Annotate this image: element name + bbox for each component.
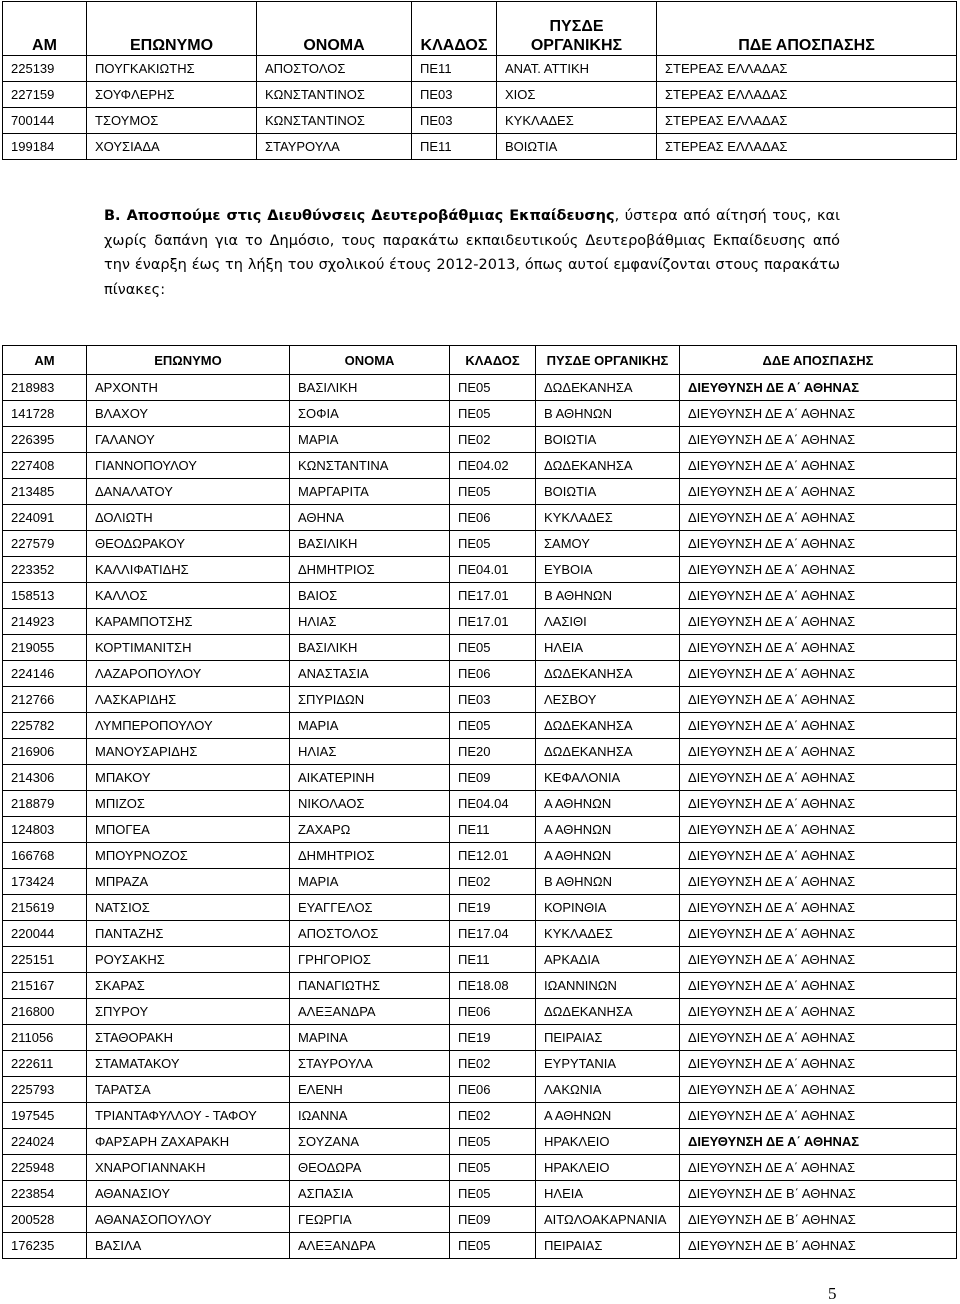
table-row (3, 1051, 957, 1077)
cell-surname: ΒΛΑΧΟΥ (87, 401, 290, 427)
cell-name: ΘΕΟΔΩΡΑ (290, 1155, 450, 1181)
cell-organic: ΚΥΚΛΑΔΕΣ (536, 921, 680, 947)
col-header-am: ΑΜ (3, 2, 87, 56)
cell-branch: ΠΕ12.01 (450, 843, 536, 869)
table-row (3, 1233, 957, 1259)
cell-branch: ΠΕ02 (450, 427, 536, 453)
cell-branch: ΠΕ04.02 (450, 453, 536, 479)
cell-branch: ΠΕ04.01 (450, 557, 536, 583)
cell-secondment: ΔΙΕΥΘΥΝΣΗ ΔΕ Α΄ ΑΘΗΝΑΣ (680, 661, 957, 687)
cell-name: ΑΝΑΣΤΑΣΙΑ (290, 661, 450, 687)
cell-name: ΝΙΚΟΛΑΟΣ (290, 791, 450, 817)
cell-am: 700144 (3, 108, 87, 134)
cell-branch: ΠΕ03 (450, 687, 536, 713)
cell-secondment: ΔΙΕΥΘΥΝΣΗ ΔΕ Α΄ ΑΘΗΝΑΣ (680, 791, 957, 817)
cell-organic: ΔΩΔΕΚΑΝΗΣΑ (536, 739, 680, 765)
cell-surname: ΧΝΑΡΟΓΙΑΝΝΑΚΗ (87, 1155, 290, 1181)
cell-secondment: ΣΤΕΡΕΑΣ ΕΛΛΑΔΑΣ (657, 82, 957, 108)
cell-branch: ΠΕ11 (450, 817, 536, 843)
cell-am: 214306 (3, 765, 87, 791)
cell-surname: ΠΟΥΓΚΑΚΙΩΤΗΣ (87, 56, 257, 82)
table-row (3, 1103, 957, 1129)
table-row (3, 453, 957, 479)
cell-branch: ΠΕ02 (450, 1051, 536, 1077)
cell-secondment: ΔΙΕΥΘΥΝΣΗ ΔΕ Α΄ ΑΘΗΝΑΣ (680, 765, 957, 791)
cell-organic: Β ΑΘΗΝΩΝ (536, 583, 680, 609)
cell-organic: ΣΑΜΟΥ (536, 531, 680, 557)
cell-surname: ΜΑΝΟΥΣΑΡΙΔΗΣ (87, 739, 290, 765)
cell-secondment: ΔΙΕΥΘΥΝΣΗ ΔΕ Α΄ ΑΘΗΝΑΣ (680, 921, 957, 947)
cell-surname: ΜΠΟΥΡΝΟΖΟΣ (87, 843, 290, 869)
cell-surname: ΛΑΣΚΑΡΙΔΗΣ (87, 687, 290, 713)
cell-organic: ΛΕΣΒΟΥ (536, 687, 680, 713)
cell-am: 219055 (3, 635, 87, 661)
cell-organic: ΔΩΔΕΚΑΝΗΣΑ (536, 661, 680, 687)
cell-surname: ΛΥΜΠΕΡΟΠΟΥΛΟΥ (87, 713, 290, 739)
cell-secondment: ΣΤΕΡΕΑΣ ΕΛΛΑΔΑΣ (657, 56, 957, 82)
cell-organic: Α ΑΘΗΝΩΝ (536, 791, 680, 817)
cell-secondment: ΔΙΕΥΘΥΝΣΗ ΔΕ Α΄ ΑΘΗΝΑΣ (680, 531, 957, 557)
cell-am: 225151 (3, 947, 87, 973)
col-header-name: ΟΝΟΜΑ (257, 2, 412, 56)
cell-name: ΑΣΠΑΣΙΑ (290, 1181, 450, 1207)
cell-branch: ΠΕ05 (450, 479, 536, 505)
table-row (3, 869, 957, 895)
cell-organic: ΒΟΙΩΤΙΑ (536, 427, 680, 453)
table-row (3, 713, 957, 739)
cell-am: 214923 (3, 609, 87, 635)
cell-name: ΖΑΧΑΡΩ (290, 817, 450, 843)
table-row (3, 791, 957, 817)
cell-am: 220044 (3, 921, 87, 947)
cell-branch: ΠΕ05 (450, 401, 536, 427)
cell-organic: ΚΕΦΑΛΟΝΙΑ (536, 765, 680, 791)
cell-organic: ΛΑΚΩΝΙΑ (536, 1077, 680, 1103)
cell-surname: ΜΠΙΖΟΣ (87, 791, 290, 817)
cell-name: ΣΤΑΥΡΟΥΛΑ (257, 134, 412, 160)
cell-name: ΣΟΥΖΑΝΑ (290, 1129, 450, 1155)
body-paragraph (104, 204, 840, 302)
cell-surname: ΓΙΑΝΝΟΠΟΥΛΟΥ (87, 453, 290, 479)
cell-am: 224146 (3, 661, 87, 687)
cell-branch: ΠΕ09 (450, 1207, 536, 1233)
cell-branch: ΠΕ04.04 (450, 791, 536, 817)
cell-am: 224091 (3, 505, 87, 531)
cell-name: ΒΑΣΙΛΙΚΗ (290, 375, 450, 401)
cell-name: ΕΥΑΓΓΕΛΟΣ (290, 895, 450, 921)
cell-surname: ΚΑΛΛΙΦΑΤΙΔΗΣ (87, 557, 290, 583)
cell-secondment: ΔΙΕΥΘΥΝΣΗ ΔΕ Β΄ ΑΘΗΝΑΣ (680, 1233, 957, 1259)
cell-branch: ΠΕ03 (412, 82, 497, 108)
cell-name: ΜΑΡΓΑΡΙΤΑ (290, 479, 450, 505)
cell-branch: ΠΕ05 (450, 531, 536, 557)
cell-organic: ΔΩΔΕΚΑΝΗΣΑ (536, 713, 680, 739)
cell-am: 225782 (3, 713, 87, 739)
cell-surname: ΜΠΟΓΕΑ (87, 817, 290, 843)
cell-secondment: ΔΙΕΥΘΥΝΣΗ ΔΕ Α΄ ΑΘΗΝΑΣ (680, 375, 957, 401)
table-row (3, 505, 957, 531)
cell-organic: ΗΛΕΙΑ (536, 1181, 680, 1207)
cell-secondment: ΔΙΕΥΘΥΝΣΗ ΔΕ Α΄ ΑΘΗΝΑΣ (680, 687, 957, 713)
col-header-secondment: ΔΔΕ ΑΠΟΣΠΑΣΗΣ (680, 346, 957, 375)
cell-name: ΠΑΝΑΓΙΩΤΗΣ (290, 973, 450, 999)
cell-am: 216800 (3, 999, 87, 1025)
paragraph-lead: Β. Αποσπούμε στις Διευθύνσεις Δευτεροβάθμιας Εκπαίδευσης (104, 208, 615, 224)
cell-surname: ΠΑΝΤΑΖΗΣ (87, 921, 290, 947)
cell-surname: ΤΑΡΑΤΣΑ (87, 1077, 290, 1103)
cell-organic: ΕΥΒΟΙΑ (536, 557, 680, 583)
cell-branch: ΠΕ17.01 (450, 583, 536, 609)
cell-surname: ΣΚΑΡΑΣ (87, 973, 290, 999)
cell-branch: ΠΕ05 (450, 1155, 536, 1181)
table-row (3, 895, 957, 921)
cell-name: ΑΙΚΑΤΕΡΙΝΗ (290, 765, 450, 791)
cell-organic: Α ΑΘΗΝΩΝ (536, 1103, 680, 1129)
cell-organic: ΑΙΤΩΛΟΑΚΑΡΝΑΝΙΑ (536, 1207, 680, 1233)
cell-organic: ΚΥΚΛΑΔΕΣ (497, 108, 657, 134)
cell-branch: ΠΕ11 (450, 947, 536, 973)
cell-secondment: ΔΙΕΥΘΥΝΣΗ ΔΕ Α΄ ΑΘΗΝΑΣ (680, 1077, 957, 1103)
cell-name: ΕΛΕΝΗ (290, 1077, 450, 1103)
cell-surname: ΣΠΥΡΟΥ (87, 999, 290, 1025)
table-row (3, 817, 957, 843)
cell-am: 227579 (3, 531, 87, 557)
cell-name: ΜΑΡΙΑ (290, 713, 450, 739)
table-row (3, 635, 957, 661)
cell-surname: ΝΑΤΣΙΟΣ (87, 895, 290, 921)
cell-am: 227408 (3, 453, 87, 479)
cell-surname: ΡΟΥΣΑΚΗΣ (87, 947, 290, 973)
cell-name: ΒΑΣΙΛΙΚΗ (290, 531, 450, 557)
cell-name: ΓΡΗΓΟΡΙΟΣ (290, 947, 450, 973)
cell-branch: ΠΕ05 (450, 1181, 536, 1207)
table-row (3, 921, 957, 947)
cell-branch: ΠΕ18.08 (450, 973, 536, 999)
col-header-am: ΑΜ (3, 346, 87, 375)
cell-secondment: ΔΙΕΥΘΥΝΣΗ ΔΕ Α΄ ΑΘΗΝΑΣ (680, 1051, 957, 1077)
cell-organic: ΔΩΔΕΚΑΝΗΣΑ (536, 453, 680, 479)
table-body (3, 375, 957, 1259)
cell-am: 200528 (3, 1207, 87, 1233)
cell-surname: ΣΤΑΘΟΡΑΚΗ (87, 1025, 290, 1051)
cell-organic: ΛΑΣΙΘΙ (536, 609, 680, 635)
cell-secondment: ΔΙΕΥΘΥΝΣΗ ΔΕ Α΄ ΑΘΗΝΑΣ (680, 557, 957, 583)
col-header-branch: ΚΛΑΔΟΣ (412, 2, 497, 56)
cell-name: ΣΠΥΡΙΔΩΝ (290, 687, 450, 713)
cell-name: ΔΗΜΗΤΡΙΟΣ (290, 557, 450, 583)
cell-surname: ΔΑΝΑΛΑΤΟΥ (87, 479, 290, 505)
cell-secondment: ΣΤΕΡΕΑΣ ΕΛΛΑΔΑΣ (657, 108, 957, 134)
table-row (3, 609, 957, 635)
cell-secondment: ΔΙΕΥΘΥΝΣΗ ΔΕ Β΄ ΑΘΗΝΑΣ (680, 1207, 957, 1233)
cell-name: ΗΛΙΑΣ (290, 739, 450, 765)
cell-secondment: ΔΙΕΥΘΥΝΣΗ ΔΕ Α΄ ΑΘΗΝΑΣ (680, 895, 957, 921)
cell-surname: ΦΑΡΣΑΡΗ ΖΑΧΑΡΑΚΗ (87, 1129, 290, 1155)
cell-branch: ΠΕ06 (450, 999, 536, 1025)
cell-am: 166768 (3, 843, 87, 869)
table-row (3, 82, 957, 108)
cell-name: ΑΛΕΞΑΝΔΡΑ (290, 999, 450, 1025)
cell-name: ΚΩΝΣΤΑΝΤΙΝΟΣ (257, 108, 412, 134)
cell-name: ΣΟΦΙΑ (290, 401, 450, 427)
table-row (3, 973, 957, 999)
cell-am: 124803 (3, 817, 87, 843)
table-row (3, 999, 957, 1025)
table-row (3, 1207, 957, 1233)
cell-surname: ΤΣΟΥΜΟΣ (87, 108, 257, 134)
table-body (3, 56, 957, 160)
cell-am: 199184 (3, 134, 87, 160)
cell-secondment: ΔΙΕΥΘΥΝΣΗ ΔΕ Α΄ ΑΘΗΝΑΣ (680, 453, 957, 479)
table-row (3, 375, 957, 401)
col-header-surname: ΕΠΩΝΥΜΟ (87, 2, 257, 56)
table-row (3, 1181, 957, 1207)
cell-organic: ΔΩΔΕΚΑΝΗΣΑ (536, 375, 680, 401)
cell-branch: ΠΕ03 (412, 108, 497, 134)
cell-am: 218983 (3, 375, 87, 401)
cell-am: 223854 (3, 1181, 87, 1207)
cell-secondment: ΔΙΕΥΘΥΝΣΗ ΔΕ Α΄ ΑΘΗΝΑΣ (680, 401, 957, 427)
cell-organic: ΗΛΕΙΑ (536, 635, 680, 661)
table-row (3, 843, 957, 869)
cell-surname: ΓΑΛΑΝΟΥ (87, 427, 290, 453)
cell-branch: ΠΕ19 (450, 895, 536, 921)
cell-surname: ΔΟΛΙΩΤΗ (87, 505, 290, 531)
cell-name: ΑΠΟΣΤΟΛΟΣ (257, 56, 412, 82)
cell-surname: ΚΑΛΛΟΣ (87, 583, 290, 609)
cell-am: 141728 (3, 401, 87, 427)
cell-am: 222611 (3, 1051, 87, 1077)
cell-secondment: ΔΙΕΥΘΥΝΣΗ ΔΕ Α΄ ΑΘΗΝΑΣ (680, 999, 957, 1025)
cell-name: ΗΛΙΑΣ (290, 609, 450, 635)
cell-name: ΜΑΡΙΑ (290, 427, 450, 453)
table-row (3, 134, 957, 160)
table-row (3, 687, 957, 713)
col-header-organic-line2: ΟΡΓΑΝΙΚΗΣ (530, 37, 623, 54)
cell-secondment: ΔΙΕΥΘΥΝΣΗ ΔΕ Α΄ ΑΘΗΝΑΣ (680, 505, 957, 531)
cell-secondment: ΔΙΕΥΘΥΝΣΗ ΔΕ Α΄ ΑΘΗΝΑΣ (680, 583, 957, 609)
cell-name: ΑΛΕΞΑΝΔΡΑ (290, 1233, 450, 1259)
cell-organic: ΠΕΙΡΑΙΑΣ (536, 1233, 680, 1259)
cell-organic: ΗΡΑΚΛΕΙΟ (536, 1129, 680, 1155)
cell-branch: ΠΕ05 (450, 713, 536, 739)
page-number: 5 (828, 1284, 837, 1303)
cell-name: ΚΩΝΣΤΑΝΤΙΝΟΣ (257, 82, 412, 108)
cell-organic: Α ΑΘΗΝΩΝ (536, 843, 680, 869)
cell-name: ΒΑΙΟΣ (290, 583, 450, 609)
cell-organic: ΧΙΟΣ (497, 82, 657, 108)
cell-branch: ΠΕ05 (450, 635, 536, 661)
cell-am: 215167 (3, 973, 87, 999)
cell-secondment: ΔΙΕΥΘΥΝΣΗ ΔΕ Α΄ ΑΘΗΝΑΣ (680, 947, 957, 973)
cell-secondment: ΔΙΕΥΘΥΝΣΗ ΔΕ Α΄ ΑΘΗΝΑΣ (680, 1129, 957, 1155)
table-header-row (3, 2, 957, 56)
cell-branch: ΠΕ02 (450, 869, 536, 895)
cell-surname: ΑΘΑΝΑΣΟΠΟΥΛΟΥ (87, 1207, 290, 1233)
cell-branch: ΠΕ09 (450, 765, 536, 791)
table-row (3, 661, 957, 687)
cell-surname: ΘΕΟΔΩΡΑΚΟΥ (87, 531, 290, 557)
table-athens-secondments (2, 345, 957, 1259)
cell-am: 227159 (3, 82, 87, 108)
cell-organic: ΠΕΙΡΑΙΑΣ (536, 1025, 680, 1051)
cell-secondment: ΔΙΕΥΘΥΝΣΗ ΔΕ Α΄ ΑΘΗΝΑΣ (680, 817, 957, 843)
cell-surname: ΣΟΥΦΛΕΡΗΣ (87, 82, 257, 108)
cell-organic: ΙΩΑΝΝΙΝΩΝ (536, 973, 680, 999)
paragraph-rest: , ύστερα από αίτησή τους, και χωρίς δαπάνη για το Δημόσιο, τους παρακάτω εκπαιδευτικούς Δευτεροβάθμιας Εκπαίδευσης από την έναρξη έως τη λήξη του σχολικού έτους 2012-2013, όπως αυτοί εμφανίζονται στους παρακάτω πίνακες: (104, 208, 840, 298)
table-row (3, 1025, 957, 1051)
table-row (3, 1155, 957, 1181)
table-row (3, 739, 957, 765)
cell-organic: ΔΩΔΕΚΑΝΗΣΑ (536, 999, 680, 1025)
cell-organic: ΚΥΚΛΑΔΕΣ (536, 505, 680, 531)
cell-surname: ΧΟΥΣΙΑΔΑ (87, 134, 257, 160)
cell-am: 197545 (3, 1103, 87, 1129)
cell-secondment: ΔΙΕΥΘΥΝΣΗ ΔΕ Α΄ ΑΘΗΝΑΣ (680, 1155, 957, 1181)
cell-secondment: ΔΙΕΥΘΥΝΣΗ ΔΕ Α΄ ΑΘΗΝΑΣ (680, 479, 957, 505)
table-header-row (3, 346, 957, 375)
cell-branch: ΠΕ11 (412, 134, 497, 160)
cell-name: ΔΗΜΗΤΡΙΟΣ (290, 843, 450, 869)
cell-branch: ΠΕ06 (450, 1077, 536, 1103)
cell-secondment: ΔΙΕΥΘΥΝΣΗ ΔΕ Α΄ ΑΘΗΝΑΣ (680, 1103, 957, 1129)
cell-name: ΒΑΣΙΛΙΚΗ (290, 635, 450, 661)
table-row (3, 1129, 957, 1155)
table-row (3, 947, 957, 973)
col-header-organic: ΠΥΣΔΕ ΟΡΓΑΝΙΚΗΣ (536, 346, 680, 375)
cell-branch: ΠΕ20 (450, 739, 536, 765)
cell-name: ΓΕΩΡΓΙΑ (290, 1207, 450, 1233)
cell-branch: ΠΕ17.04 (450, 921, 536, 947)
cell-surname: ΛΑΖΑΡΟΠΟΥΛΟΥ (87, 661, 290, 687)
col-header-organic-line1: ΠΥΣΔΕ (549, 18, 604, 35)
cell-surname: ΚΟΡΤΙΜΑΝΙΤΣΗ (87, 635, 290, 661)
cell-am: 226395 (3, 427, 87, 453)
table-row (3, 583, 957, 609)
cell-surname: ΤΡΙΑΝΤΑΦΥΛΛΟΥ - ΤΑΦΟΥ (87, 1103, 290, 1129)
cell-secondment: ΔΙΕΥΘΥΝΣΗ ΔΕ Α΄ ΑΘΗΝΑΣ (680, 609, 957, 635)
table-row (3, 401, 957, 427)
cell-organic: ΒΟΙΩΤΙΑ (497, 134, 657, 160)
cell-secondment: ΔΙΕΥΘΥΝΣΗ ΔΕ Α΄ ΑΘΗΝΑΣ (680, 713, 957, 739)
table-row (3, 765, 957, 791)
cell-organic: Α ΑΘΗΝΩΝ (536, 817, 680, 843)
table-row (3, 56, 957, 82)
cell-am: 211056 (3, 1025, 87, 1051)
cell-secondment: ΣΤΕΡΕΑΣ ΕΛΛΑΔΑΣ (657, 134, 957, 160)
cell-am: 158513 (3, 583, 87, 609)
cell-branch: ΠΕ06 (450, 505, 536, 531)
cell-branch: ΠΕ02 (450, 1103, 536, 1129)
cell-am: 213485 (3, 479, 87, 505)
cell-secondment: ΔΙΕΥΘΥΝΣΗ ΔΕ Α΄ ΑΘΗΝΑΣ (680, 635, 957, 661)
cell-am: 212766 (3, 687, 87, 713)
cell-organic: ΑΝΑΤ. ΑΤΤΙΚΗ (497, 56, 657, 82)
cell-am: 223352 (3, 557, 87, 583)
table-top-stereas (2, 1, 957, 160)
cell-secondment: ΔΙΕΥΘΥΝΣΗ ΔΕ Α΄ ΑΘΗΝΑΣ (680, 739, 957, 765)
col-header-organic (497, 2, 657, 56)
table-row (3, 1077, 957, 1103)
cell-am: 224024 (3, 1129, 87, 1155)
cell-am: 225793 (3, 1077, 87, 1103)
cell-secondment: ΔΙΕΥΘΥΝΣΗ ΔΕ Α΄ ΑΘΗΝΑΣ (680, 869, 957, 895)
cell-surname: ΜΠΑΚΟΥ (87, 765, 290, 791)
table-row (3, 479, 957, 505)
cell-secondment: ΔΙΕΥΘΥΝΣΗ ΔΕ Α΄ ΑΘΗΝΑΣ (680, 1025, 957, 1051)
cell-organic: Β ΑΘΗΝΩΝ (536, 869, 680, 895)
cell-secondment: ΔΙΕΥΘΥΝΣΗ ΔΕ Α΄ ΑΘΗΝΑΣ (680, 427, 957, 453)
cell-name: ΑΠΟΣΤΟΛΟΣ (290, 921, 450, 947)
cell-branch: ΠΕ06 (450, 661, 536, 687)
cell-organic: ΒΟΙΩΤΙΑ (536, 479, 680, 505)
cell-branch: ΠΕ05 (450, 1129, 536, 1155)
cell-organic: Β ΑΘΗΝΩΝ (536, 401, 680, 427)
cell-name: ΑΘΗΝΑ (290, 505, 450, 531)
col-header-branch: ΚΛΑΔΟΣ (450, 346, 536, 375)
cell-organic: ΗΡΑΚΛΕΙΟ (536, 1155, 680, 1181)
cell-name: ΚΩΝΣΤΑΝΤΙΝΑ (290, 453, 450, 479)
cell-branch: ΠΕ17.01 (450, 609, 536, 635)
cell-surname: ΣΤΑΜΑΤΑΚΟΥ (87, 1051, 290, 1077)
cell-secondment: ΔΙΕΥΘΥΝΣΗ ΔΕ Β΄ ΑΘΗΝΑΣ (680, 1181, 957, 1207)
cell-organic: ΕΥΡΥΤΑΝΙΑ (536, 1051, 680, 1077)
cell-name: ΜΑΡΙΑ (290, 869, 450, 895)
cell-am: 216906 (3, 739, 87, 765)
cell-name: ΙΩΑΝΝΑ (290, 1103, 450, 1129)
cell-surname: ΑΘΑΝΑΣΙΟΥ (87, 1181, 290, 1207)
cell-surname: ΚΑΡΑΜΠΟΤΣΗΣ (87, 609, 290, 635)
cell-am: 218879 (3, 791, 87, 817)
cell-branch: ΠΕ05 (450, 1233, 536, 1259)
table-row (3, 531, 957, 557)
cell-surname: ΒΑΣΙΛΑ (87, 1233, 290, 1259)
cell-branch: ΠΕ11 (412, 56, 497, 82)
table-row (3, 557, 957, 583)
cell-organic: ΑΡΚΑΔΙΑ (536, 947, 680, 973)
cell-am: 173424 (3, 869, 87, 895)
col-header-secondment: ΠΔΕ ΑΠΟΣΠΑΣΗΣ (657, 2, 957, 56)
table-row (3, 108, 957, 134)
col-header-name: ΟΝΟΜΑ (290, 346, 450, 375)
cell-surname: ΜΠΡΑΖΑ (87, 869, 290, 895)
cell-name: ΣΤΑΥΡΟΥΛΑ (290, 1051, 450, 1077)
cell-name: ΜΑΡΙΝΑ (290, 1025, 450, 1051)
cell-branch: ΠΕ19 (450, 1025, 536, 1051)
col-header-surname: ΕΠΩΝΥΜΟ (87, 346, 290, 375)
cell-am: 225139 (3, 56, 87, 82)
cell-am: 225948 (3, 1155, 87, 1181)
table-row (3, 427, 957, 453)
cell-am: 215619 (3, 895, 87, 921)
cell-secondment: ΔΙΕΥΘΥΝΣΗ ΔΕ Α΄ ΑΘΗΝΑΣ (680, 843, 957, 869)
cell-am: 176235 (3, 1233, 87, 1259)
cell-surname: ΑΡΧΟΝΤΗ (87, 375, 290, 401)
cell-organic: ΚΟΡΙΝΘΙΑ (536, 895, 680, 921)
cell-secondment: ΔΙΕΥΘΥΝΣΗ ΔΕ Α΄ ΑΘΗΝΑΣ (680, 973, 957, 999)
cell-branch: ΠΕ05 (450, 375, 536, 401)
